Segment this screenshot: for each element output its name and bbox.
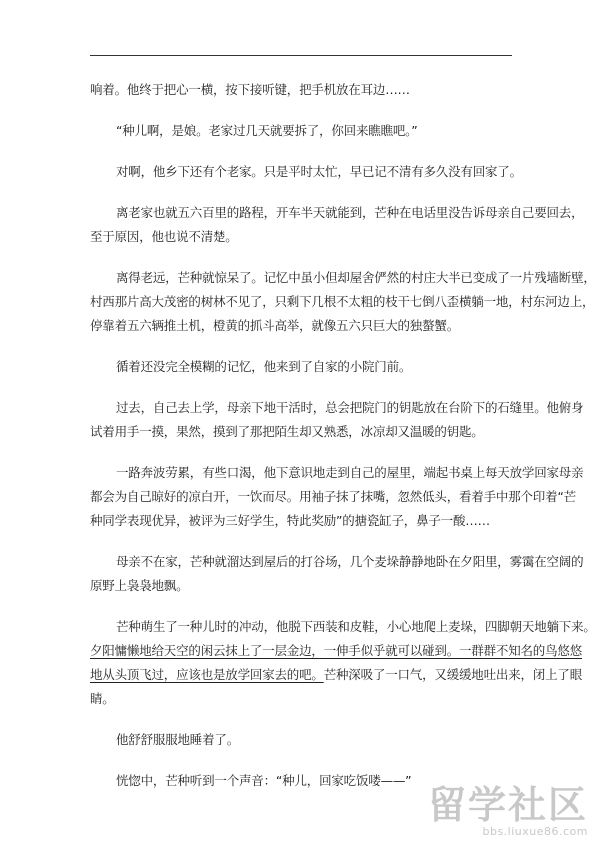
text-line: [90, 728, 514, 752]
text-line: [90, 314, 514, 338]
paragraph: [90, 355, 514, 379]
text-line: [90, 290, 595, 314]
paragraph: [90, 615, 596, 711]
watermark-logo: 留学社区: [427, 783, 588, 827]
text-line: [90, 355, 514, 379]
text-line: [90, 687, 514, 711]
text-segment: 响着。他终于把心一横，按下接听键，把手机放在耳边……: [90, 82, 410, 97]
text-segment: 一路奔波劳累，有些口渴，他下意识地走到自己的屋里，端起书桌上每天放学回家母亲: [116, 465, 584, 480]
watermark: [428, 785, 588, 838]
text-segment: “种儿啊，是娘。老家过几天就要拆了，你回来瞧瞧吧。”: [116, 123, 418, 138]
text-segment: 睛。: [90, 691, 115, 706]
paragraph: [90, 266, 596, 338]
text-segment: 恍惚中，芒种听到一个声音：“种儿，回家吃饭喽——”: [116, 773, 412, 788]
text-line: [90, 574, 514, 598]
header-rule: [90, 55, 512, 56]
text-segment: 原野上袅袅地飘。: [90, 578, 189, 593]
text-line: [90, 615, 596, 639]
text-segment: 至于原因，他也说不清楚。: [90, 229, 238, 244]
text-line: [90, 160, 522, 184]
text-segment: 母亲不在家，芒种就溜达到屋后的打谷场，几个麦垛静静地卧在夕阳里，雾霭在空阔的: [116, 554, 584, 569]
text-segment: 芒种萌生了一种儿时的冲动，他脱下西装和皮鞋，小心地爬上麦垛，四脚朝天地躺下来。: [116, 619, 596, 634]
text-segment: 芒种深吸了一口气，又缓缓地吐出来，闭上了眼: [323, 667, 583, 682]
text-segment: 过去，自己去上学，母亲下地干活时，总会把院门的钥匙放在台阶下的石缝里。他俯身: [116, 400, 584, 415]
text-line: [90, 509, 514, 533]
text-line: [90, 396, 584, 420]
text-line: [90, 119, 514, 143]
underlined-text: 夕阳慵懒地给天空的闲云抹上了一层金边，一伸手似乎就可以碰到。一群群不知名的鸟悠悠: [90, 643, 583, 658]
text-segment: 离老家也就五六百里的路程，开车半天就能到，芒种在电话里没告诉母亲自己要回去，: [116, 205, 584, 220]
paragraph: [90, 728, 514, 752]
text-line: [90, 201, 584, 225]
text-segment: 循着还没完全模糊的记忆，他来到了自家的小院门前。: [116, 359, 412, 374]
text-segment: 种同学表现优异，被评为三好学生，特此奖励”的搪瓷缸子，鼻子一酸……: [90, 513, 490, 528]
watermark-url: bbs.liuxue86.com: [482, 825, 588, 838]
text-line: [90, 225, 514, 249]
text-line: [90, 78, 514, 102]
text-segment: 停靠着五六辆推土机，橙黄的抓斗高举，就像五六只巨大的独螯蟹。: [90, 318, 460, 333]
text-line: [90, 420, 514, 444]
underlined-text: 地从头顶飞过，应该也是放学回家去的吧。: [90, 667, 324, 682]
paragraph: [90, 550, 584, 598]
text-line: [90, 461, 584, 485]
paragraph: [90, 461, 584, 533]
text-line: [90, 266, 596, 290]
paragraph: [90, 201, 584, 249]
text-line: [90, 550, 584, 574]
text-segment: 他舒舒服服地睡着了。: [116, 732, 240, 747]
text-segment: 试着用手一摸，果然，摸到了那把陌生却又熟悉，冰凉却又温暖的钥匙。: [90, 424, 484, 439]
text-segment: 离得老远，芒种就惊呆了。记忆中虽小但却屋舍俨然的村庄大半已变成了一片残墙断壁，: [116, 270, 596, 285]
text-segment: 都会为自己晾好的凉白开，一饮而尽。用袖子抹了抹嘴，忽然低头，看着手中那个印着“芒: [90, 489, 576, 504]
text-segment: 村西那片高大茂密的树林不见了，只剩下几根不太粗的枝干七倒八歪横躺一地，村东河边上，: [90, 294, 595, 309]
paragraph: [90, 160, 522, 184]
paragraph: [90, 396, 584, 444]
text-line: [90, 663, 583, 687]
text-segment: 对啊，他乡下还有个老家。只是平时太忙，早已记不清有多久没有回家了。: [116, 164, 522, 179]
text-line: [90, 639, 583, 663]
text-line: [90, 485, 576, 509]
paragraph: [90, 119, 514, 143]
paragraph: [90, 78, 514, 102]
